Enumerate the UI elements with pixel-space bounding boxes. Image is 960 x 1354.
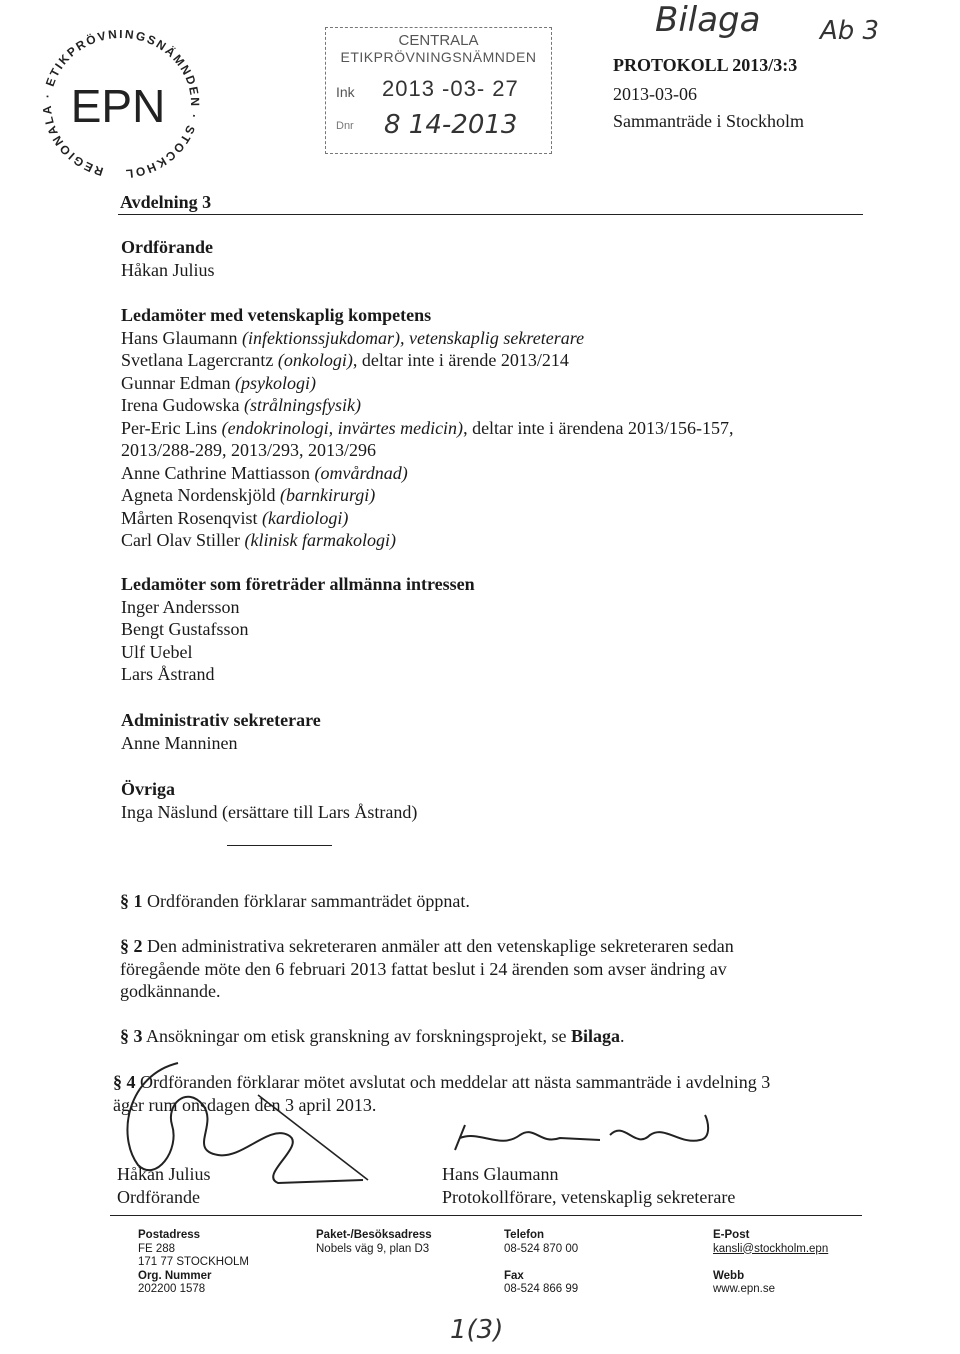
public-section — [121, 573, 475, 686]
admin-name: Anne Manninen — [121, 732, 238, 753]
member-row: Ulf Uebel — [121, 641, 193, 662]
protocol-date: 2013-03-06 — [613, 84, 697, 104]
public-heading: Ledamöter som företräder allmänna intressen — [121, 574, 475, 594]
email-link[interactable]: kansli@stockholm.epn — [713, 1242, 829, 1255]
chair-section — [121, 236, 215, 281]
member-row: Hans Glaumann (infektionssjukdomar), vetenskaplig sekreterare — [121, 327, 585, 348]
department-title: Avdelning 3 — [120, 192, 212, 212]
logo-text: EPN — [70, 80, 166, 132]
svg-text:REGIONALA · ETIKPRÖVNINGSNÄMND: REGIONALA · ETIKPRÖVNINGSNÄMNDEN · STOCKHOL — [39, 30, 203, 180]
member-row: Bengt Gustafsson — [121, 619, 249, 639]
paragraph-3: § 3 Ansökningar om etisk granskning av forskningsprojekt, se Bilaga. — [120, 1026, 625, 1046]
stamp-line2: ETIKPRÖVNINGSNÄMNDEN — [340, 49, 537, 65]
member-row: Lars Åstrand — [121, 664, 215, 684]
admin-heading: Administrativ sekreterare — [121, 710, 321, 730]
member-row: Irena Gudowska (strålningsfysik) — [121, 395, 361, 415]
page-mark-handwritten: 1(3) — [450, 1315, 504, 1345]
stamp-line1: CENTRALA — [398, 32, 479, 49]
meeting-place: Sammanträde i Stockholm — [613, 111, 804, 131]
stamp-dnr-value: 8 14-2013 — [384, 110, 518, 140]
other-name: Inga Näslund (ersättare till Lars Åstrand) — [121, 801, 418, 822]
footer-postal: Postadress FE 288 171 77 STOCKHOLM Org. Nummer 202200 1578 — [138, 1229, 250, 1295]
bilaga-handwritten: Bilaga — [655, 0, 761, 40]
ab-handwritten: Ab 3 — [820, 16, 880, 46]
seal-ring-text — [36, 30, 206, 180]
member-row: Per-Eric Lins (endokrinologi, invärtes medicin), deltar inte i ärendena 2013/156-157, — [121, 417, 734, 438]
secretary-signature-name: Hans Glaumann — [442, 1164, 559, 1184]
member-row: Mårten Rosenqvist (kardiologi) — [121, 507, 349, 528]
other-section — [121, 778, 417, 823]
chair-signature-role: Ordförande — [117, 1186, 200, 1207]
protocol-number: PROTOKOLL 2013/3:3 — [613, 55, 798, 75]
scientific-heading: Ledamöter med vetenskaplig kompetens — [121, 305, 432, 325]
paragraph-1: § 1 Ordföranden förklarar sammanträdet öppnat. — [120, 891, 470, 911]
secretary-signature-role: Protokollförare, vetenskaplig sekreterare — [442, 1186, 736, 1207]
chair-heading: Ordförande — [121, 237, 213, 257]
member-row: Anne Cathrine Mattiasson (omvårdnad) — [121, 462, 408, 483]
paragraph-4: § 4 Ordföranden förklarar mötet avslutat och meddelar att nästa sammanträde i avdelning 3 äger rum onsdagen den 3 april 2013. — [113, 1072, 771, 1115]
member-row: Inger Andersson — [121, 596, 240, 617]
epn-logo — [18, 28, 223, 183]
footer-phone: Telefon 08-524 870 00 Fax 08-524 866 99 — [504, 1229, 579, 1295]
stamp-dnr-label: Dnr — [336, 120, 354, 132]
member-row: Svetlana Lagercrantz (onkologi), deltar inte i ärende 2013/214 — [121, 350, 569, 370]
received-stamp — [325, 27, 552, 154]
member-row: Agneta Nordenskjöld (barnkirurgi) — [121, 485, 376, 505]
web-link[interactable]: www.epn.se — [713, 1283, 776, 1295]
stamp-ink-label: Ink — [336, 84, 355, 100]
short-divider — [227, 845, 332, 846]
header-divider — [118, 214, 863, 215]
secretary-signature-block — [442, 1163, 735, 1208]
chair-signature-name: Håkan Julius — [117, 1164, 211, 1184]
secretary-signature — [450, 1110, 720, 1165]
scientific-section — [121, 304, 841, 552]
stamp-ink-date: 2013 -03- 27 — [382, 76, 519, 101]
member-row: Gunnar Edman (psykologi) — [121, 372, 316, 393]
member-row: Carl Olav Stiller (klinisk farmakologi) — [121, 530, 396, 550]
other-heading: Övriga — [121, 779, 175, 799]
footer-divider — [110, 1215, 862, 1216]
admin-section — [121, 709, 321, 754]
chair-name: Håkan Julius — [121, 259, 215, 280]
chair-signature-block — [117, 1163, 211, 1208]
paragraph-2: § 2 Den administrativa sekreteraren anmäler att den vetenskaplige sekreteraren sedan föregående möte den 6 februari 2013 fattat beslut i 24 ärenden som avser ändring av godkännande. — [120, 936, 734, 1001]
footer-contact: E-Post kansli@stockholm.epn Webb www.epn.se — [713, 1229, 829, 1295]
member-row: 2013/288-289, 2013/293, 2013/296 — [121, 440, 376, 460]
footer-parcel: Paket-/Besöksadress Nobels väg 9, plan D3 — [316, 1229, 432, 1255]
